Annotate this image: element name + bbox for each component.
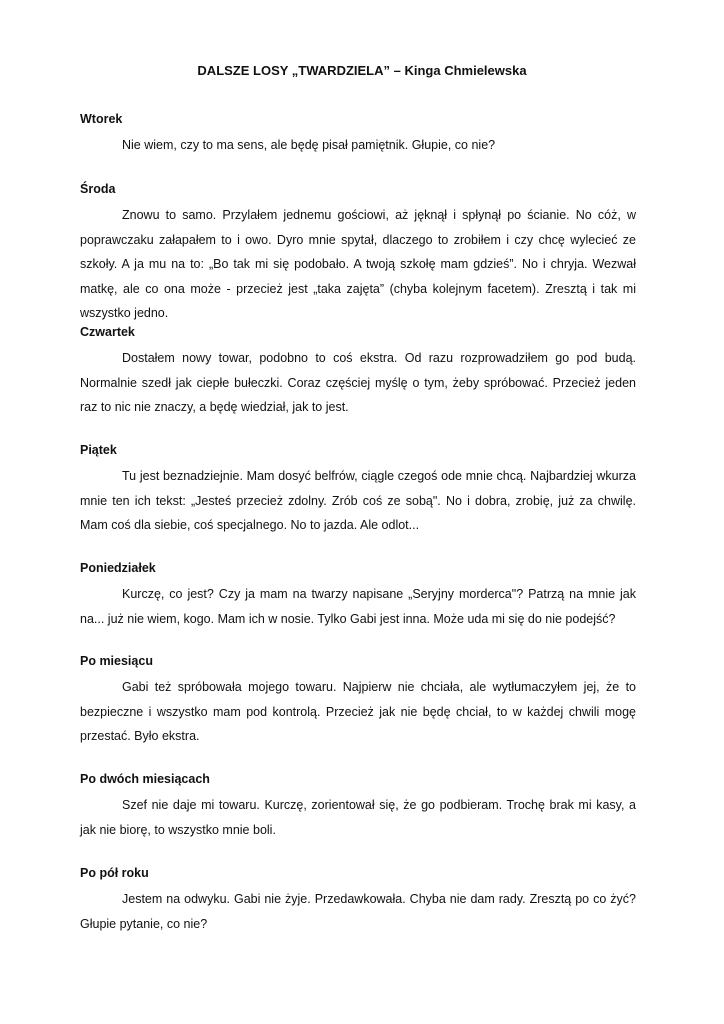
entry-text: Dostałem nowy towar, podobno to coś ekstra. Od razu rozprowadziłem go pod budą. Normalnie szedł jak ciepłe bułeczki. Coraz częściej myślę o tym, żeby spróbować. Przecież jeden raz to nic nie znaczy, a będę wiedział, jak to jest. (80, 351, 636, 414)
entry-text: Gabi też spróbowała mojego towaru. Najpierw nie chciała, ale wytłumaczyłem jej, że to bezpieczne i wszystko mam pod kontrolą. Przecież jak nie będę chciał, to w każdej chwili mogę przestać. Było ekstra. (80, 680, 636, 743)
diary-entry-piatek (80, 442, 636, 538)
entry-text: Tu jest beznadziejnie. Mam dosyć belfrów, ciągle czegoś ode mnie chcą. Najbardziej wkurza mnie ten ich tekst: „Jesteś przecież zdolny. Zrób coś ze sobą". No i dobra, zrobię, już za chwilę. Mam coś dla siebie, coś specjalnego. No to jazda. Ale odlot... (80, 469, 636, 532)
entry-text: Nie wiem, czy to ma sens, ale będę pisał pamiętnik. Głupie, co nie? (122, 138, 496, 152)
diary-entry-czwartek (80, 324, 636, 420)
entry-heading: Wtorek (80, 112, 123, 126)
entry-heading: Po pół roku (80, 866, 149, 880)
entry-heading: Czwartek (80, 325, 135, 339)
entry-heading: Piątek (80, 443, 117, 457)
diary-entry-sroda (80, 181, 636, 326)
diary-entry-po-miesiacu (80, 653, 636, 749)
diary-entry-wtorek (80, 111, 636, 158)
document-title: DALSZE LOSY „TWARDZIELA” – Kinga Chmielewska (197, 63, 527, 78)
entry-text: Znowu to samo. Przylałem jednemu gościowi, aż jęknął i spłynął po ścianie. No cóż, w poprawczaku załapałem to i owo. Dyro mnie spytał, dlaczego to zrobiłem i czy chcę wylecieć ze szkoły. A ja mu na to: „Bo tak mi się podobało. A twoją szkołę mam gdzieś”. No i chryja. Wezwał matkę, ale co ona może - przecież jest „taka zajęta” (chyba kolejnym facetem). Zresztą i tak mi wszystko jedno. (80, 208, 636, 320)
diary-entry-po-pol-roku (80, 865, 636, 936)
entry-text: Szef nie daje mi towaru. Kurczę, zorientował się, że go podbieram. Trochę brak mi kasy, a jak nie biorę, to wszystko mnie boli. (80, 798, 636, 837)
entry-text: Jestem na odwyku. Gabi nie żyje. Przedawkowała. Chyba nie dam rady. Zresztą po co żyć? Głupie pytanie, co nie? (80, 892, 636, 931)
entry-heading: Poniedziałek (80, 561, 156, 575)
diary-entry-po-dwoch-miesiacach (80, 771, 636, 842)
entry-heading: Po dwóch miesiącach (80, 772, 210, 786)
diary-entry-poniedzialek (80, 560, 636, 631)
entry-heading: Po miesiącu (80, 654, 153, 668)
entry-text: Kurczę, co jest? Czy ja mam na twarzy napisane „Seryjny morderca"? Patrzą na mnie jak na... już nie wiem, kogo. Mam ich w nosie. Tylko Gabi jest inna. Może uda mi się do nie podejść? (80, 587, 636, 626)
entry-heading: Środa (80, 182, 116, 196)
